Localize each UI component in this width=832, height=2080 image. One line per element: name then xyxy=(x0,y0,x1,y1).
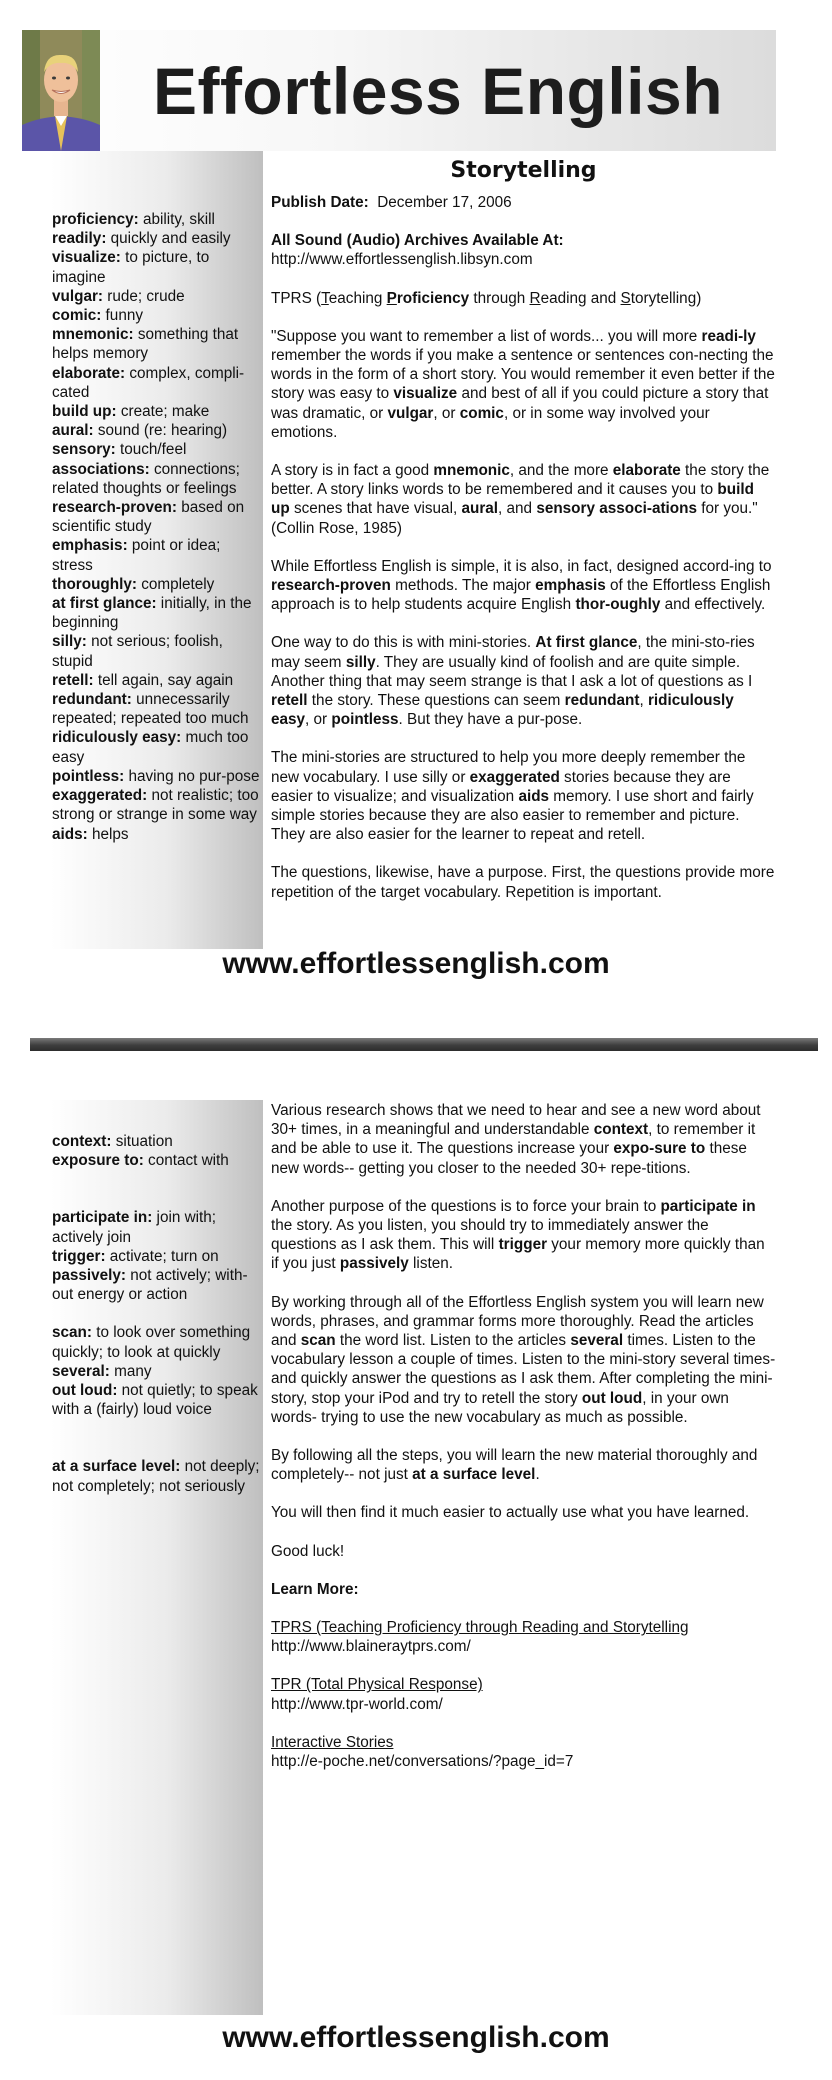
paragraph-mnemonic: A story is in fact a good mnemonic, and the more elaborate the story the better. A story links words to be remembered and it causes you to build up scenes that have visual, aural, and sensory associ-ations for you." (Collin Rose, 1985) xyxy=(271,462,770,537)
resource-link-url[interactable]: http://e-poche.net/conversations/?page_id=7 xyxy=(271,1753,574,1771)
resource-link-label[interactable]: TPRS (Teaching Proficiency through Reading and Storytelling xyxy=(271,1619,689,1637)
glossary-entry: at first glance: initially, in the beginning xyxy=(52,595,252,632)
resource-link-url[interactable]: http://www.tpr-world.com/ xyxy=(271,1695,443,1713)
glossary-entry: thoroughly: completely xyxy=(52,575,215,593)
glossary-entry: research-proven: based on scientific study xyxy=(52,499,245,536)
glossary-entry: sensory: touch/feel xyxy=(52,441,187,459)
glossary-entry: vulgar: rude; crude xyxy=(52,287,185,305)
footer-url: www.effortlessenglish.com xyxy=(222,2021,610,2054)
glossary-entry: associations: connections; related thoughts or feelings xyxy=(52,460,240,497)
glossary-entry: comic: funny xyxy=(52,307,143,325)
author-portrait-image xyxy=(22,30,100,151)
glossary-entry: ridiculously easy: much too easy xyxy=(52,729,249,766)
glossary-entry: participate in: join with; actively join xyxy=(52,1209,217,1246)
glossary-entry: elaborate: complex, compli-cated xyxy=(52,364,245,401)
article-body-continued xyxy=(271,1101,776,1790)
good-luck: Good luck! xyxy=(271,1542,345,1560)
glossary-entry: exaggerated: not realistic; too strong or strange in some way xyxy=(52,787,259,824)
glossary-entry: proficiency: ability, skill xyxy=(52,211,215,228)
paragraph-quote: "Suppose you want to remember a list of words... you will more readi-ly remember the words if you make a sentence or sentences con-necting the words in the form of a short story. You would remember it even better if the story was easy to visualize and best of all if you could picture a story that was dramatic, or vulgar, or comic, or in some way involved your emotions. xyxy=(271,327,775,441)
archives-block xyxy=(271,231,776,269)
resource-link-label[interactable]: TPR (Total Physical Response) xyxy=(271,1676,483,1694)
glossary-entry: redundant: unnecessarily repeated; repeated too much xyxy=(52,691,249,728)
paragraph-force: Another purpose of the questions is to force your brain to participate in the story. As you listen, you should try to immediately answer the questions as I ask them. This will trigger your memory more quickly than if you just passively listen. xyxy=(271,1197,765,1273)
footer-url: www.effortlessenglish.com xyxy=(222,947,610,980)
glossary-list xyxy=(52,1132,264,1496)
glossary-entry: emphasis: point or idea; stress xyxy=(52,537,221,574)
glossary-entry: exposure to: contact with xyxy=(52,1152,229,1170)
article-body xyxy=(271,193,776,921)
resource-link-tpr xyxy=(271,1675,776,1713)
page-divider xyxy=(30,1038,818,1051)
glossary-list xyxy=(52,210,264,844)
glossary-entry: aural: sound (re: hearing) xyxy=(52,422,228,440)
archives-label: All Sound (Audio) Archives Available At: xyxy=(271,232,564,250)
glossary-entry: at a surface level: not deeply; not completely; not seriously xyxy=(52,1458,260,1495)
paragraph-following: By following all the steps, you will learn the new material thoroughly and completely-- not just at a surface level. xyxy=(271,1447,758,1484)
glossary-entry: several: many xyxy=(52,1362,152,1380)
archives-url: http://www.effortlessenglish.libsyn.com xyxy=(271,251,533,269)
glossary-entry: out loud: not quietly; to speak with a (fairly) loud voice xyxy=(52,1382,258,1419)
resource-link-label[interactable]: Interactive Stories xyxy=(271,1733,394,1751)
glossary-entry: readily: quickly and easily xyxy=(52,230,231,248)
story-title: Storytelling xyxy=(450,158,597,183)
glossary-entry: visualize: to picture, to imagine xyxy=(52,249,210,286)
header-title: Effortless English xyxy=(152,53,724,128)
publish-label: Publish Date: xyxy=(271,194,369,211)
glossary-entry: retell: tell again, say again xyxy=(52,671,234,689)
glossary-entry: aids: helps xyxy=(52,825,129,843)
publish-date-line xyxy=(271,193,776,212)
author-photo xyxy=(22,30,100,151)
glossary-entry: trigger: activate; turn on xyxy=(52,1247,219,1265)
resource-link-interactive-stories xyxy=(271,1733,776,1771)
learn-more-heading: Learn More: xyxy=(271,1580,359,1598)
glossary-entry: mnemonic: something that helps memory xyxy=(52,326,239,363)
glossary-entry: passively: not actively; with-out energy or action xyxy=(52,1267,248,1304)
paragraph-ministories: One way to do this is with mini-stories. At first glance, the mini-sto-ries may seem silly. They are usually kind of foolish and are quite simple. Another thing that may seem strange is that I ask a lot of questions as I retell the story. These questions can seem redundant, ridiculously easy, or pointless. But they have a pur-pose. xyxy=(271,634,755,729)
resource-link-tprs xyxy=(271,1618,776,1656)
glossary-entry: build up: create; make xyxy=(52,403,210,421)
paragraph-working: By working through all of the Effortless English system you will learn new words, phrases, and grammar forms more thoroughly. Read the articles and scan the word list. Listen to the articles several times. Listen to the vocabulary lesson a couple of times. Listen to the mini-story several times- and quickly answer the questions as I ask them. After completing the mini-story, stop your iPod and try to retell the story out loud, in your own words- trying to use the new vocabulary as much as possible. xyxy=(271,1293,776,1426)
publish-date: December 17, 2006 xyxy=(377,194,512,211)
glossary-entry: pointless: having no pur-pose xyxy=(52,767,260,785)
glossary-entry: scan: to look over something quickly; to look at quickly xyxy=(52,1324,251,1361)
glossary-entry: silly: not serious; foolish, stupid xyxy=(52,633,223,670)
tprs-line: TPRS (Teaching Proficiency through Reading and Storytelling) xyxy=(271,289,702,307)
glossary-entry: context: situation xyxy=(52,1133,173,1150)
paragraph-structured: The mini-stories are structured to help you more deeply remember the new vocabulary. I use silly or exaggerated stories because they are easier to visualize; and visualization aids memory. I use short and fairly simple stories because they are also easier to remember and picture. They are also easier for the learner to repeat and retell. xyxy=(271,749,754,844)
paragraph-research: While Effortless English is simple, it is also, in fact, designed accord-ing to research-proven methods. The major emphasis of the Effortless English approach is to help students acquire English thor-oughly and effectively. xyxy=(271,557,772,614)
paragraph-easier: You will then find it much easier to actually use what you have learned. xyxy=(271,1504,750,1522)
paragraph-questions: The questions, likewise, have a purpose. First, the questions provide more repetition of the target vocabulary. Repetition is important. xyxy=(271,864,775,901)
paragraph-research-repetition: Various research shows that we need to hear and see a new word about 30+ times, in a meaningful and understandable context, to remember it and be able to use it. The questions increase your expo-sure to these new words-- getting you closer to the needed 30+ repe-titions. xyxy=(271,1102,761,1177)
resource-link-url[interactable]: http://www.blaineraytprs.com/ xyxy=(271,1638,471,1656)
